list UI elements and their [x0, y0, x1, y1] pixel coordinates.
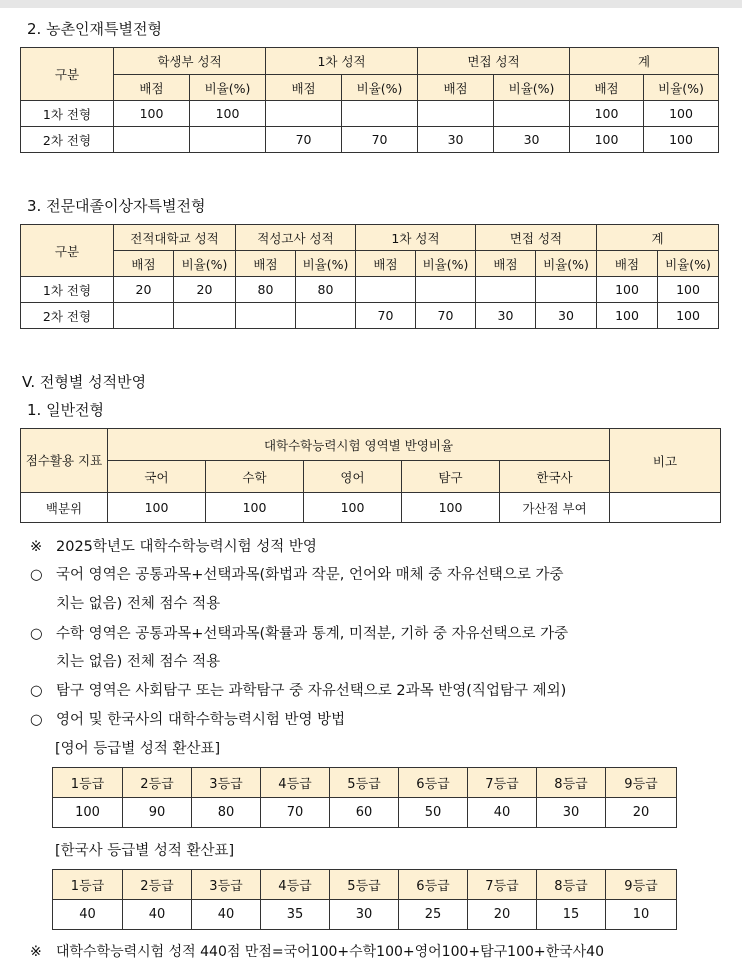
header-subject: 국어: [108, 461, 206, 493]
grade-score: 40: [468, 798, 537, 828]
table-cell: 70: [266, 127, 342, 153]
header-sub: 비율(%): [174, 251, 236, 277]
footer-note: [30, 941, 604, 961]
grade-score: 30: [330, 900, 399, 930]
grade-header: 7등급: [468, 768, 537, 798]
note-text: 영어 및 한국사의 대학수학능력시험 반영 방법: [56, 712, 346, 728]
english-grade-table: [52, 767, 677, 828]
table-cell: [476, 277, 536, 303]
table-cell: 100: [114, 101, 190, 127]
header-col: 전적대학교 성적: [114, 225, 236, 251]
table-row: [21, 493, 721, 523]
table-cell: [190, 127, 266, 153]
circle-bullet-icon: ○: [30, 626, 43, 642]
note-text: 대학수학능력시험 성적 440점 만점=국어100+수학100+영어100+탐구100+한국사40: [56, 944, 605, 960]
row-label: 1차 전형: [21, 277, 114, 303]
note-2: [30, 563, 564, 584]
note-4: [30, 679, 566, 700]
grade-score: 70: [261, 798, 330, 828]
grade-header: 8등급: [537, 768, 606, 798]
grade-score: 40: [123, 900, 192, 930]
header-sub: 비율(%): [658, 251, 719, 277]
circle-bullet-icon: ○: [30, 683, 43, 699]
grade-header: 6등급: [399, 768, 468, 798]
header-sub: 배점: [236, 251, 296, 277]
table-cell: [236, 303, 296, 329]
header-col: 적성고사 성적: [236, 225, 356, 251]
header-subject: 한국사: [500, 461, 610, 493]
table-cell: [342, 101, 418, 127]
note-3: [30, 622, 568, 643]
circle-bullet-icon: ○: [30, 712, 43, 728]
korean-history-table-caption: [한국사 등급별 성적 환산표]: [55, 843, 235, 859]
header-index: 점수활용 지표: [21, 429, 108, 493]
table-cell: 80: [296, 277, 356, 303]
table-cell: [356, 277, 416, 303]
table-row: [21, 101, 719, 127]
grade-header: 9등급: [606, 870, 677, 900]
table-cell: [536, 277, 597, 303]
table-cell: 100: [597, 277, 658, 303]
row-label: 2차 전형: [21, 303, 114, 329]
grade-header: 2등급: [123, 768, 192, 798]
header-col: 면접 성적: [418, 48, 570, 75]
table-row: [53, 900, 677, 930]
table-cell: 100: [644, 101, 719, 127]
grade-header: 1등급: [53, 768, 123, 798]
grade-score: 40: [192, 900, 261, 930]
row-label: 2차 전형: [21, 127, 114, 153]
grade-score: 50: [399, 798, 468, 828]
table-cell: 100: [644, 127, 719, 153]
header-sub: 배점: [476, 251, 536, 277]
grade-score: 20: [468, 900, 537, 930]
header-group: 구분: [21, 225, 114, 277]
table-row: [21, 303, 719, 329]
header-sub: 배점: [114, 75, 190, 101]
grade-header: 4등급: [261, 870, 330, 900]
grade-header: 5등급: [330, 768, 399, 798]
row-label: 백분위: [21, 493, 108, 523]
grade-score: 100: [53, 798, 123, 828]
table-cell: 20: [174, 277, 236, 303]
note-text: 탐구 영역은 사회탐구 또는 과학탐구 중 자유선택으로 2과목 반영(직업탐구 제외): [56, 683, 567, 699]
grade-header: 8등급: [537, 870, 606, 900]
table-cell: [266, 101, 342, 127]
header-note: 비고: [610, 429, 721, 493]
table-cell: 30: [476, 303, 536, 329]
table-cell: 가산점 부여: [500, 493, 610, 523]
table-cell: 100: [402, 493, 500, 523]
top-bar: [0, 0, 742, 8]
grade-header: 5등급: [330, 870, 399, 900]
table-cell: [296, 303, 356, 329]
note-5: [30, 708, 345, 729]
header-sub: 비율(%): [190, 75, 266, 101]
table-cell: 30: [418, 127, 494, 153]
note-text: 국어 영역은 공통과목+선택과목(화법과 작문, 언어와 매체 중 자유선택으로 가중: [56, 567, 564, 583]
header-sub: 배점: [114, 251, 174, 277]
grade-header: 1등급: [53, 870, 123, 900]
grade-header: 3등급: [192, 768, 261, 798]
table-row: [21, 277, 719, 303]
header-col: 1차 성적: [266, 48, 418, 75]
note-text: 2025학년도 대학수학능력시험 성적 반영: [56, 539, 317, 555]
header-col: 계: [570, 48, 719, 75]
header-sub: 배점: [597, 251, 658, 277]
section-v-subtitle: 1. 일반전형: [27, 401, 105, 419]
table-cell: 100: [570, 127, 644, 153]
table-cell: 30: [536, 303, 597, 329]
table-row: [21, 127, 719, 153]
header-col: 면접 성적: [476, 225, 597, 251]
grade-score: 90: [123, 798, 192, 828]
grade-score: 15: [537, 900, 606, 930]
note-1: [30, 535, 317, 556]
grade-score: 40: [53, 900, 123, 930]
table-cell: 100: [658, 277, 719, 303]
header-sub: 비율(%): [494, 75, 570, 101]
grade-score: 35: [261, 900, 330, 930]
grade-header: 7등급: [468, 870, 537, 900]
section-3-table: [20, 224, 719, 329]
note-2-continuation: 치는 없음) 전체 점수 적용: [56, 596, 221, 612]
grade-header: 6등급: [399, 870, 468, 900]
english-table-caption: [영어 등급별 성적 환산표]: [55, 741, 221, 757]
header-sub: 배점: [418, 75, 494, 101]
grade-score: 80: [192, 798, 261, 828]
section-2-table: [20, 47, 719, 153]
header-sub: 비율(%): [536, 251, 597, 277]
table-cell: [114, 303, 174, 329]
note-3-continuation: 치는 없음) 전체 점수 적용: [56, 654, 221, 670]
header-group: 대학수학능력시험 영역별 반영비율: [108, 429, 610, 461]
grade-score: 30: [537, 798, 606, 828]
grade-header: 9등급: [606, 768, 677, 798]
header-subject: 수학: [206, 461, 304, 493]
table-cell: [494, 101, 570, 127]
section-3-title: 3. 전문대졸이상자특별전형: [27, 197, 206, 215]
circle-bullet-icon: ○: [30, 567, 43, 583]
korean-history-grade-table: [52, 869, 677, 930]
table-cell: 100: [570, 101, 644, 127]
table-cell: 100: [108, 493, 206, 523]
header-sub: 배점: [356, 251, 416, 277]
table-cell: 80: [236, 277, 296, 303]
table-cell: [174, 303, 236, 329]
header-group: 구분: [21, 48, 114, 101]
grade-score: 25: [399, 900, 468, 930]
header-subject: 영어: [304, 461, 402, 493]
header-subject: 탐구: [402, 461, 500, 493]
table-cell: [418, 101, 494, 127]
table-cell: 100: [597, 303, 658, 329]
note-text: 수학 영역은 공통과목+선택과목(확률과 통계, 미적분, 기하 중 자유선택으로 가중: [56, 626, 569, 642]
header-sub: 비율(%): [342, 75, 418, 101]
header-col: 학생부 성적: [114, 48, 266, 75]
table-cell: 70: [416, 303, 476, 329]
table-cell: 100: [304, 493, 402, 523]
table-cell: 20: [114, 277, 174, 303]
section-v-title: V. 전형별 성적반영: [22, 373, 147, 391]
table-cell: [610, 493, 721, 523]
header-sub: 비율(%): [296, 251, 356, 277]
table-cell: 70: [342, 127, 418, 153]
header-sub: 비율(%): [416, 251, 476, 277]
grade-header: 4등급: [261, 768, 330, 798]
header-sub: 배점: [266, 75, 342, 101]
table-row: [53, 798, 677, 828]
table-cell: 100: [206, 493, 304, 523]
grade-header: 2등급: [123, 870, 192, 900]
table-cell: 100: [658, 303, 719, 329]
grade-header: 3등급: [192, 870, 261, 900]
table-cell: 30: [494, 127, 570, 153]
table-cell: [114, 127, 190, 153]
header-sub: 비율(%): [644, 75, 719, 101]
table-cell: 70: [356, 303, 416, 329]
note-mark: ※: [30, 944, 42, 960]
row-label: 1차 전형: [21, 101, 114, 127]
table-cell: [416, 277, 476, 303]
grade-score: 10: [606, 900, 677, 930]
general-admission-table: [20, 428, 721, 523]
header-sub: 배점: [570, 75, 644, 101]
grade-score: 20: [606, 798, 677, 828]
header-col: 계: [597, 225, 719, 251]
section-2-title: 2. 농촌인재특별전형: [27, 20, 163, 38]
table-cell: 100: [190, 101, 266, 127]
grade-score: 60: [330, 798, 399, 828]
header-col: 1차 성적: [356, 225, 476, 251]
note-mark: ※: [30, 539, 43, 555]
